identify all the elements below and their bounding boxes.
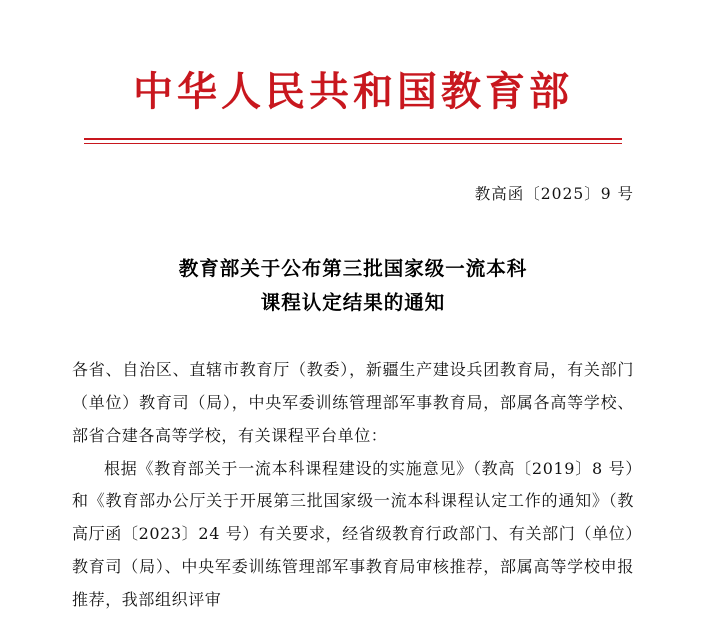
document-number: 教高函〔2025〕9 号 [474, 185, 634, 203]
masthead-rules [84, 138, 622, 144]
body-paragraph-basis: 根据《教育部关于一流本科课程建设的实施意见》（教高〔2019〕8 号）和《教育部办公厅关于开展第三批国家级一流本科课程认定工作的通知》（教高厅函〔2023〕24 号）有关要求，经省级教育行政部门、有关部门（单位）教育司（局）、中央军委训练管理部军事教育局审核推荐，部属高等学校申报推荐，我部组织评审 [72, 458, 634, 609]
issuer-title: 中华人民共和国教育部 [133, 68, 573, 115]
document-title-line-2: 课程认定结果的通知 [260, 291, 446, 315]
document-body [72, 354, 634, 616]
masthead-rule-thick [84, 138, 622, 140]
masthead-rule-thin [84, 143, 622, 144]
document-title [73, 252, 633, 320]
masthead [0, 0, 706, 144]
body-paragraph-recipients: 各省、自治区、直辖市教育厅（教委），新疆生产建设兵团教育局，有关部门（单位）教育司（局），中央军委训练管理部军事教育局，部属各高等学校、部省合建各高等学校，有关课程平台单位： [72, 360, 634, 445]
document-title-line-1: 教育部关于公布第三批国家级一流本科 [178, 257, 528, 280]
